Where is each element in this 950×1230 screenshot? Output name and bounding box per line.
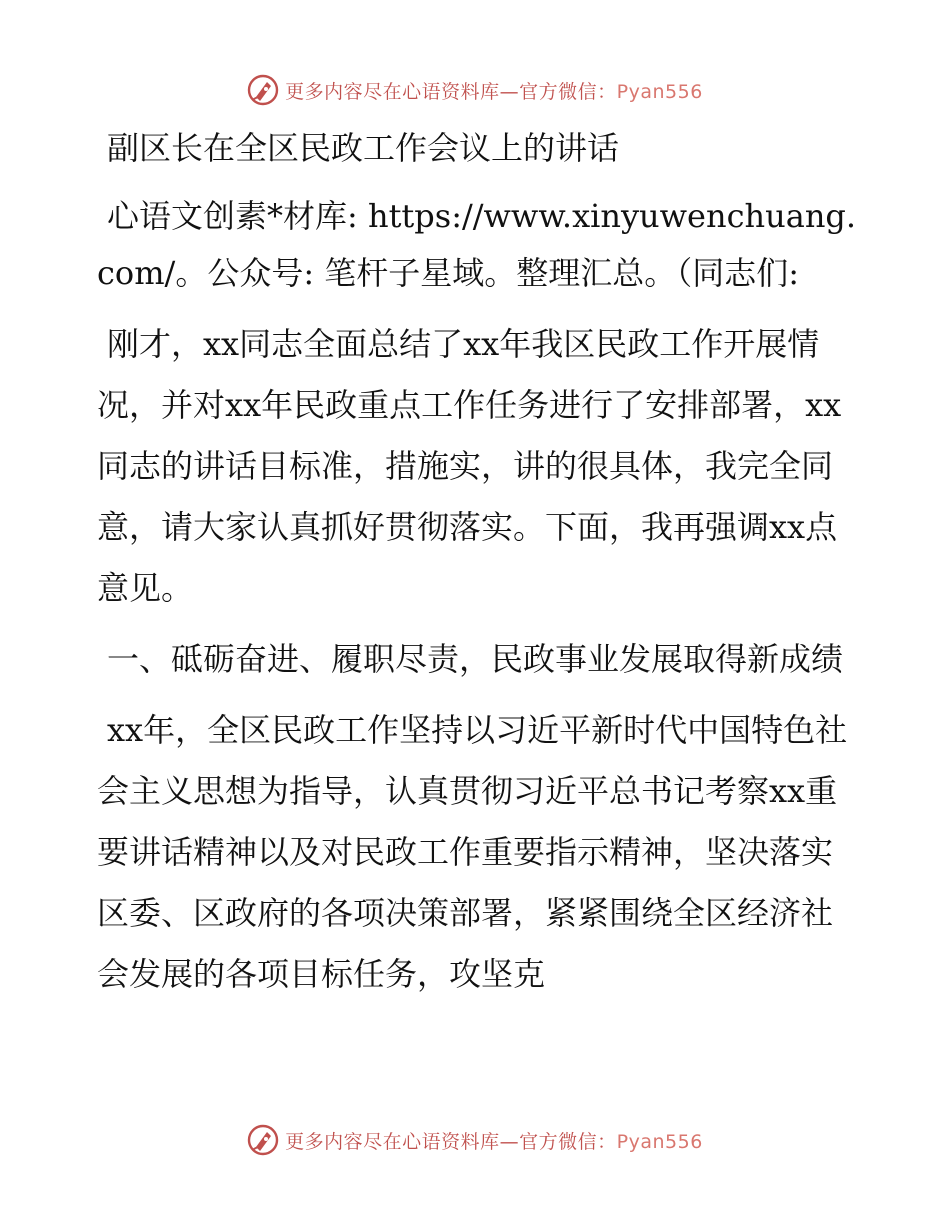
header-banner-text bbox=[285, 77, 703, 104]
header-banner bbox=[0, 70, 950, 110]
footer-banner-wechat-id: Pyan556 bbox=[616, 1130, 703, 1153]
source-line: 心语文创素*材库: https://www.xinyuwenchuang.com/。公众号: 笔杆子星域。整理汇总。（同志们: bbox=[97, 197, 857, 292]
header-banner-wechat-id: Pyan556 bbox=[616, 80, 703, 103]
header-banner-label: 更多内容尽在心语资料库—官方微信： bbox=[285, 80, 617, 103]
footer-banner bbox=[0, 1120, 950, 1160]
paragraph-2: xx年，全区民政工作坚持以习近平新时代中国特色社会主义思想为指导，认真贯彻习近平总书记考察xx重要讲话精神以及对民政工作重要指示精神，坚决落实区委、区政府的各项决策部署，紧紧围绕全区经济社会发展的各项目标任务，攻坚克 bbox=[97, 711, 848, 993]
document-body bbox=[97, 120, 857, 1015]
footer-banner-text bbox=[285, 1127, 703, 1154]
section-heading-1: 一、砥砺奋进、履职尽责，民政事业发展取得新成绩 bbox=[107, 640, 844, 678]
paragraph-1: 刚才，xx同志全面总结了xx年我区民政工作开展情况，并对xx年民政重点工作任务进行了安排部署，xx同志的讲话目标准，措施实，讲的很具体，我完全同意，请大家认真抓好贯彻落实。下面，我再强调xx点意见。 bbox=[97, 325, 842, 607]
pen-nib-logo-icon bbox=[247, 1124, 279, 1156]
footer-banner-label: 更多内容尽在心语资料库—官方微信： bbox=[285, 1130, 617, 1153]
pen-nib-logo-icon bbox=[247, 74, 279, 106]
document-title: 副区长在全区民政工作会议上的讲话 bbox=[107, 129, 620, 167]
